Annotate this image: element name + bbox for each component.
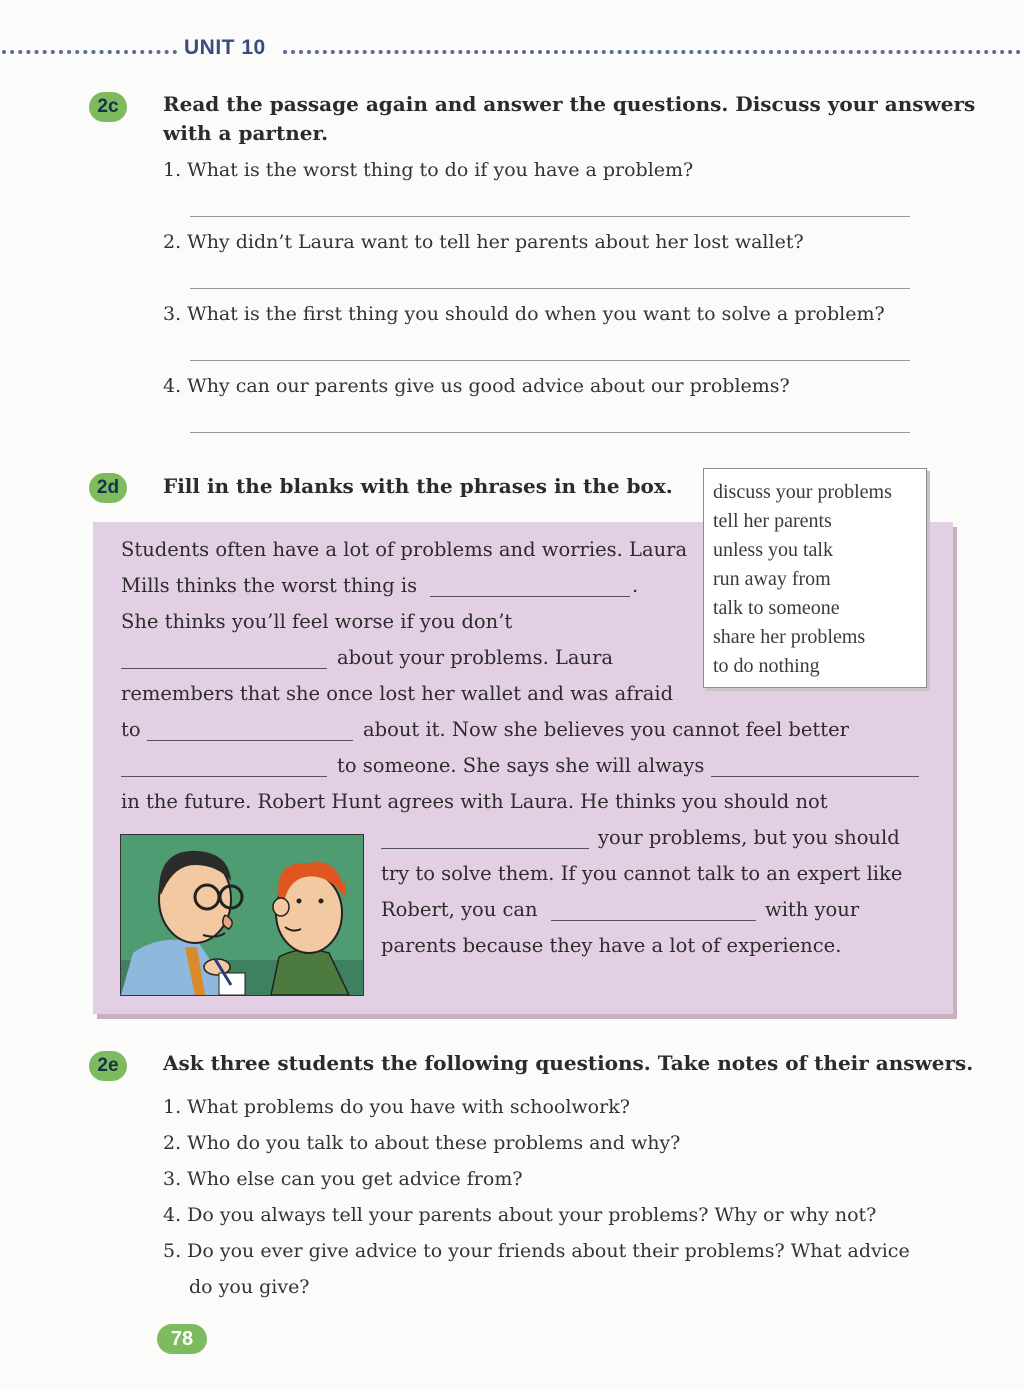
question-2e-4: 4. Do you always tell your parents about your problems? Why or why not? (163, 1204, 877, 1226)
question-2e-2: 2. Who do you talk to about these problems and why? (163, 1132, 681, 1154)
section-2d-instruction: Fill in the blanks with the phrases in the box. (163, 474, 673, 498)
passage-line: Mills thinks the worst thing is (121, 574, 418, 597)
question-2c-4: 4. Why can our parents give us good advice about our problems? (163, 375, 790, 397)
phrase-item: talk to someone (713, 597, 840, 619)
header-dots-left (2, 50, 177, 54)
passage-line: with your (765, 898, 860, 921)
question-2e-1: 1. What problems do you have with schoolwork? (163, 1096, 630, 1118)
answer-line-2[interactable] (190, 288, 910, 289)
phrase-item: unless you talk (713, 539, 833, 561)
passage-line: parents because they have a lot of experience. (381, 934, 842, 957)
passage-line: Robert, you can (381, 898, 538, 921)
question-2e-5-continued: do you give? (189, 1276, 310, 1298)
phrase-item: tell her parents (713, 510, 832, 532)
question-2c-2: 2. Why didn’t Laura want to tell her parents about her lost wallet? (163, 231, 804, 253)
unit-header (0, 36, 1024, 68)
section-2e-instruction: Ask three students the following questions. Take notes of their answers. (163, 1051, 974, 1075)
passage-line: to someone. She says she will always (337, 754, 705, 777)
page-number: 78 (157, 1324, 207, 1354)
illustration-expert-and-student (120, 834, 364, 996)
answer-line-4[interactable] (190, 432, 910, 433)
question-2e-3: 3. Who else can you get advice from? (163, 1168, 523, 1190)
question-2c-3: 3. What is the first thing you should do when you want to solve a problem? (163, 303, 885, 325)
blank-7[interactable] (551, 920, 756, 921)
passage-line: Students often have a lot of problems and worries. Laura (121, 538, 688, 561)
blank-3[interactable] (147, 740, 353, 741)
blank-6[interactable] (381, 848, 589, 849)
answer-line-3[interactable] (190, 360, 910, 361)
header-dots-right (283, 50, 1021, 54)
passage-line: remembers that she once lost her wallet and was afraid (121, 682, 674, 705)
section-badge-2d: 2d (89, 473, 127, 503)
passage-line: in the future. Robert Hunt agrees with Laura. He thinks you should not (121, 790, 828, 813)
section-badge-2e: 2e (89, 1051, 127, 1081)
passage-line: about it. Now she believes you cannot feel better (363, 718, 849, 741)
instruction-line: Read the passage again and answer the questions. Discuss your answers (163, 92, 976, 116)
unit-title: UNIT 10 (184, 36, 266, 59)
blank-1[interactable] (430, 596, 630, 597)
phrase-item: share her problems (713, 626, 866, 648)
phrase-box (703, 468, 927, 688)
section-badge-2c: 2c (89, 92, 127, 122)
answer-line-1[interactable] (190, 216, 910, 217)
passage-line: your problems, but you should (598, 826, 900, 849)
phrase-item: discuss your problems (713, 481, 892, 503)
passage-line: about your problems. Laura (337, 646, 614, 669)
passage-line: to (121, 718, 141, 741)
blank-2[interactable] (121, 668, 327, 669)
blank-4[interactable] (121, 776, 327, 777)
phrase-item: run away from (713, 568, 831, 590)
section-2c-instruction (163, 90, 975, 148)
question-2c-1: 1. What is the worst thing to do if you have a problem? (163, 159, 694, 181)
blank-5[interactable] (711, 776, 919, 777)
passage-line: She thinks you’ll feel worse if you don’t (121, 610, 513, 633)
phrase-item: to do nothing (713, 655, 820, 677)
passage-line: try to solve them. If you cannot talk to an expert like (381, 862, 903, 885)
passage-punct: . (632, 574, 639, 597)
question-2e-5: 5. Do you ever give advice to your friends about their problems? What advice (163, 1240, 910, 1262)
instruction-line: with a partner. (163, 121, 329, 145)
